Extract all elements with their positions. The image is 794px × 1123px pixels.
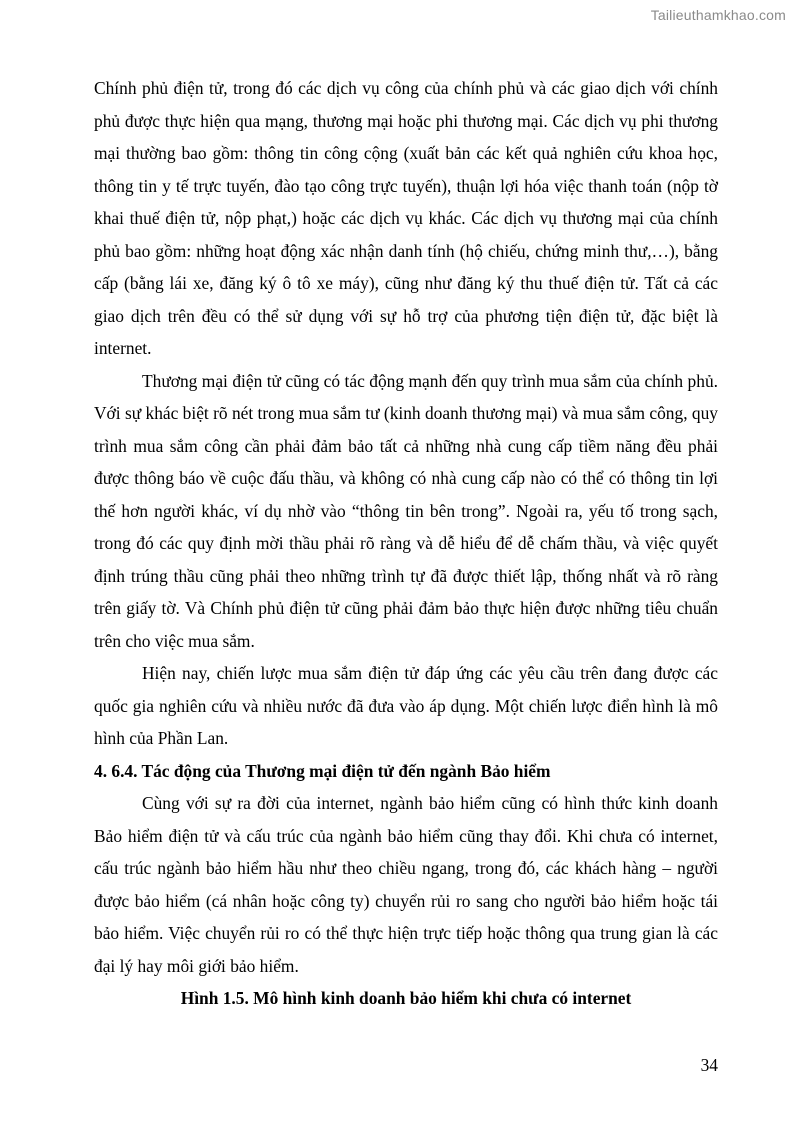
- section-heading: 4. 6.4. Tác động của Thương mại điện tử đến ngành Bảo hiểm: [94, 760, 551, 781]
- figure-caption: Hình 1.5. Mô hình kinh doanh bảo hiểm khi chưa có internet: [180, 988, 632, 1008]
- page-body: [94, 72, 718, 1015]
- page-number: 34: [700, 1055, 718, 1075]
- paragraph-procurement: Thương mại điện tử cũng có tác động mạnh đến quy trình mua sắm của chính phủ. Với sự khác biệt rõ nét trong mua sắm tư (kinh doanh thương mại) và mua sắm công, quy trình mua sắm công cần phải đảm bảo tất cả những nhà cung cấp tiềm năng đều phải được thông báo về cuộc đấu thầu, và không có nhà cung cấp nào có thể có thông tin lợi thế hơn người khác, ví dụ nhờ vào “thông tin bên trong”. Ngoài ra, yếu tố trong sạch, trong đó các quy định mời thầu phải rõ ràng và dễ hiểu để dễ chấm thầu, và việc quyết định trúng thầu cũng phải theo những trình tự đã được thiết lập, thống nhất và rõ ràng trên giấy tờ. Và Chính phủ điện tử cũng phải đảm bảo thực hiện được những tiêu chuẩn trên cho việc mua sắm.: [94, 370, 718, 651]
- watermark-text: Tailieuthamkhao.com: [650, 7, 786, 23]
- paragraph-continuation: Chính phủ điện tử, trong đó các dịch vụ công của chính phủ và các giao dịch với chính phủ được thực hiện qua mạng, thương mại hoặc phi thương mại. Các dịch vụ phi thương mại thường bao gồm: thông tin công cộng (xuất bản các kết quả nghiên cứu khoa học, thông tin y tế trực tuyến, đào tạo công trực tuyến), thuận lợi hóa việc thanh toán (nộp tờ khai thuế điện tử, nộp phạt,) hoặc các dịch vụ khác. Các dịch vụ thương mại của chính phủ bao gồm: những hoạt động xác nhận danh tính (hộ chiếu, chứng minh thư,…), bằng cấp (bằng lái xe, đăng ký ô tô xe máy), cũng như đăng ký thu thuế điện tử. Tất cả các giao dịch trên đều có thể sử dụng với sự hỗ trợ của phương tiện điện tử, đặc biệt là internet.: [94, 78, 718, 358]
- paragraph-strategy: Hiện nay, chiến lược mua sắm điện tử đáp ứng các yêu cầu trên đang được các quốc gia nghiên cứu và nhiều nước đã đưa vào áp dụng. Một chiến lược điển hình là mô hình của Phần Lan.: [94, 663, 718, 748]
- paragraph-insurance: Cùng với sự ra đời của internet, ngành bảo hiểm cũng có hình thức kinh doanh Bảo hiểm điện tử và cấu trúc của ngành bảo hiểm cũng thay đổi. Khi chưa có internet, cấu trúc ngành bảo hiểm hầu như theo chiều ngang, trong đó, các khách hàng – người được bảo hiểm (cá nhân hoặc công ty) chuyển rủi ro sang cho người bảo hiểm hoặc tái bảo hiểm. Việc chuyển rủi ro có thể thực hiện trực tiếp hoặc thông qua trung gian là các đại lý hay môi giới bảo hiểm.: [94, 793, 718, 976]
